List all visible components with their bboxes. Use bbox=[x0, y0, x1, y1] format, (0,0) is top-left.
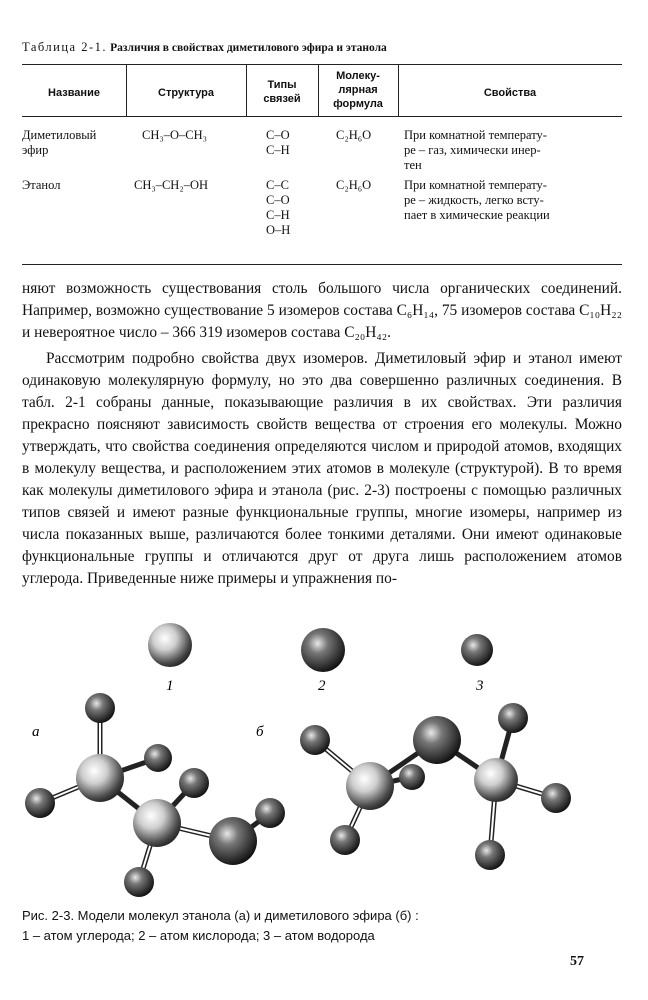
header-formula: Молеку- лярная формула bbox=[333, 70, 383, 110]
row2-formula: C₂H₆O bbox=[336, 178, 372, 192]
ethanol-carbon-atom bbox=[133, 799, 181, 847]
row1-structure: CH₃–O–CH₃ bbox=[142, 128, 207, 142]
ether-carbon-atom bbox=[346, 762, 394, 810]
ethanol-hydrogen-atom bbox=[255, 798, 285, 828]
ether-oxygen-atom bbox=[413, 716, 461, 764]
carbon-atom-legend bbox=[148, 623, 192, 667]
row1-bonds: C–O C–H bbox=[266, 128, 290, 157]
legend-label-2: 2 bbox=[318, 678, 326, 694]
header-structure: Структура bbox=[158, 87, 214, 99]
ether-hydrogen-atom bbox=[541, 783, 571, 813]
row2-name: Этанол bbox=[22, 178, 61, 192]
figure-caption bbox=[22, 906, 419, 946]
ethanol-hydrogen-atom bbox=[85, 693, 115, 723]
row1-formula: C₂H₆O bbox=[336, 128, 372, 142]
row1-properties: При комнатной температу- ре – газ, химически инер- тен bbox=[404, 128, 547, 172]
row2-properties: При комнатной температу- ре – жидкость, легко всту- пает в химические реакции bbox=[404, 178, 550, 222]
paragraph-1: няют возможность существования столь большого числа органических соединений. Например, возможно существование 5 изомеров состава C₆H₁₄, 75 изомеров состава C₁₀H₂₂ и невероятное число – 366 319 изомеров состава C₂₀H₄₂. bbox=[22, 280, 622, 341]
ether-carbon-atom bbox=[474, 758, 518, 802]
ether-hydrogen-atom bbox=[475, 840, 505, 870]
model-label-a: а bbox=[32, 724, 40, 740]
oxygen-atom-legend bbox=[301, 628, 345, 672]
row2-structure: CH₃–CH₂–OH bbox=[134, 178, 208, 192]
ethanol-oxygen-atom bbox=[209, 817, 257, 865]
ethanol-hydrogen-atom bbox=[124, 867, 154, 897]
ethanol-carbon-atom bbox=[76, 754, 124, 802]
ether-hydrogen-atom bbox=[330, 825, 360, 855]
ethanol-hydrogen-atom bbox=[25, 788, 55, 818]
legend-label-3: 3 bbox=[476, 678, 484, 694]
ethanol-bond-highlights bbox=[40, 708, 233, 882]
ether-hydrogen-atom bbox=[300, 725, 330, 755]
ether-hydrogen-atom bbox=[399, 764, 425, 790]
model-label-b: б bbox=[256, 724, 264, 740]
table-title: Различия в свойствах диметилового эфира и этанола bbox=[110, 42, 387, 54]
ethanol-hydrogen-atom bbox=[179, 768, 209, 798]
row2-bonds: C–C C–O C–H O–H bbox=[266, 178, 291, 237]
figure-caption-line-1: Рис. 2-3. Модели молекул этанола (а) и диметилового эфира (б) : bbox=[22, 908, 419, 923]
paragraph-2: Рассмотрим подробно свойства двух изомеров. Диметиловый эфир и этанол имеют одинаковую молекулярную формулу, но это два совершенно различных соединения. В табл. 2-1 собраны данные, показывающие различия в их свойствах. Эти различия прекрасно поясняют зависимость свойств вещества от строения его молекулы. Можно утверждать, что свойства соединения определяются числом и природой атомов, входящих в молекулу вещества, и расположением этих атомов в молекуле (структурой). В то время как молекулы диметилового эфира и этанола (рис. 2-3) построены с помощью различных типов связей и имеют разные функциональные группы, многие изомеры, например из числа показанных выше, различаются более тонкими деталями. Они имеют одинаковые функциональные группы и отличаются друг от друга лишь расположением атомов углерода. Приведенные ниже примеры и упражнения по- bbox=[22, 350, 622, 587]
ether-hydrogen-atom bbox=[498, 703, 528, 733]
legend-label-1: 1 bbox=[166, 678, 174, 694]
header-name: Название bbox=[48, 87, 100, 99]
header-properties: Свойства bbox=[483, 87, 537, 99]
page-number: 57 bbox=[570, 954, 584, 969]
hydrogen-atom-legend bbox=[461, 634, 493, 666]
figure-caption-line-2: 1 – атом углерода; 2 – атом кислорода; 3 – атом водорода bbox=[22, 928, 375, 943]
ethanol-hydrogen-atom bbox=[144, 744, 172, 772]
table-label: Таблица 2-1. bbox=[22, 40, 107, 54]
row1-name: Диметиловый эфир bbox=[22, 128, 97, 157]
header-bonds: Типы связей bbox=[263, 79, 301, 105]
